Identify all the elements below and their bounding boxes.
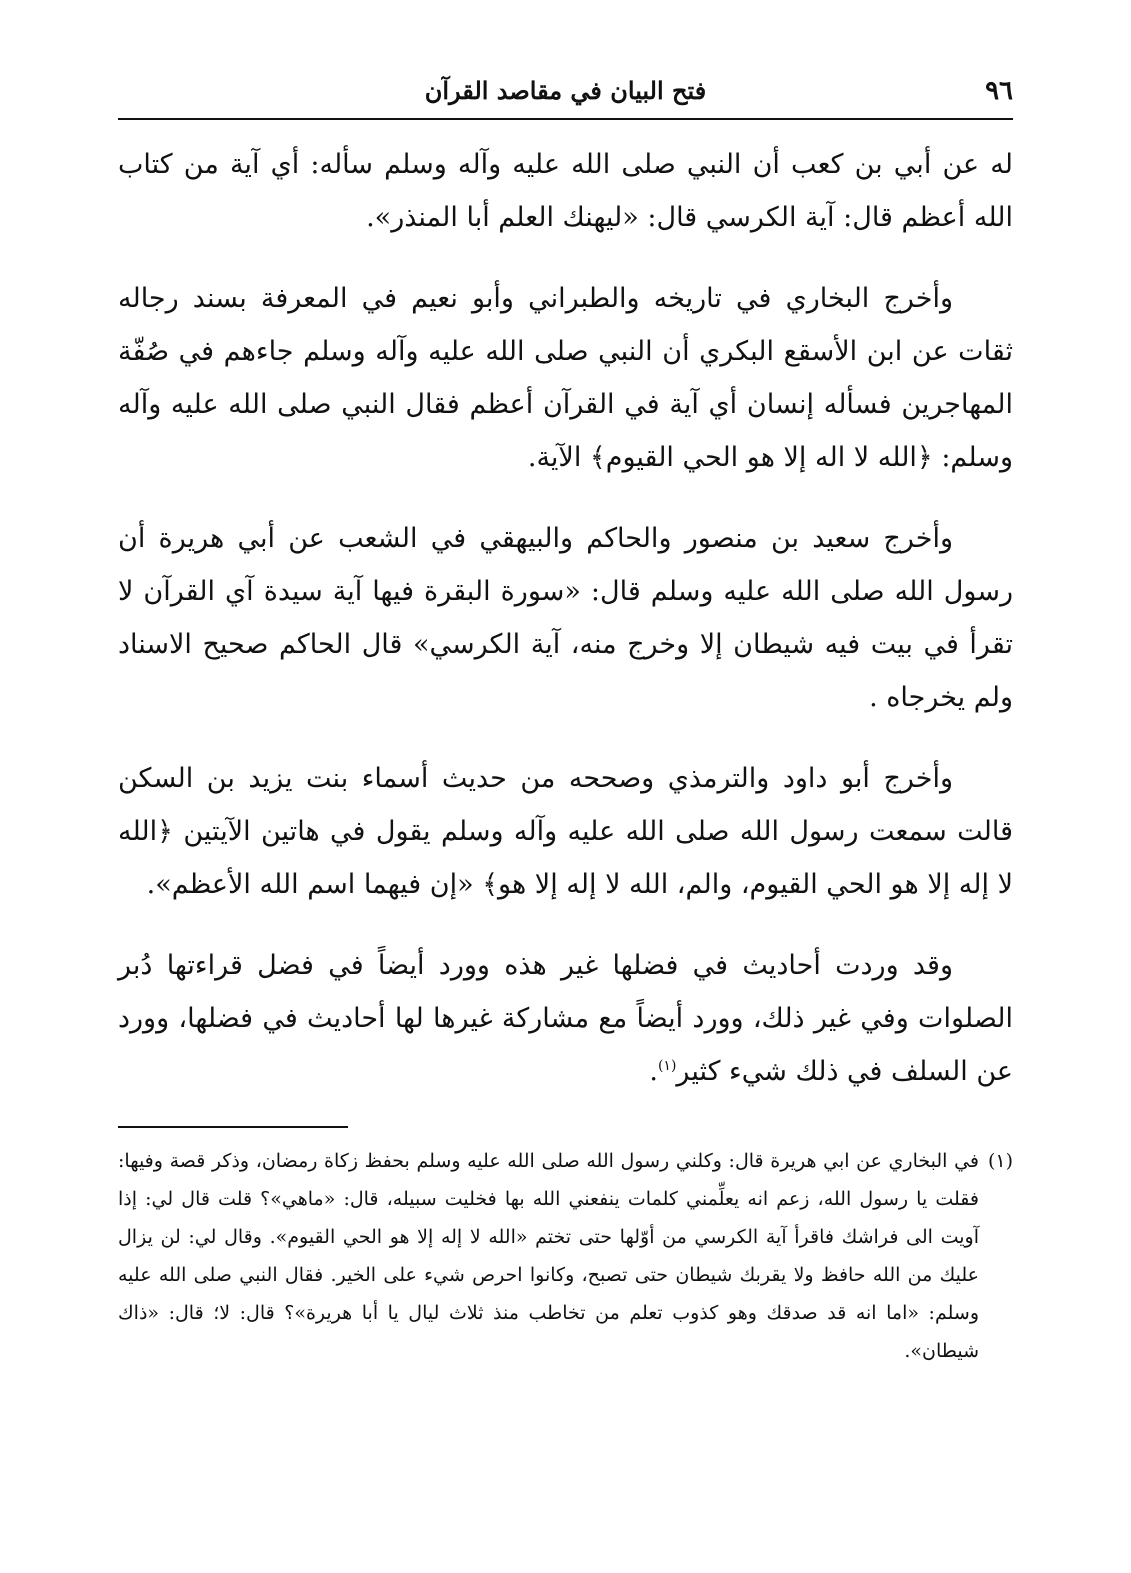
paragraph-4: وأخرج أبو داود والترمذي وصححه من حديث أسماء بنت يزيد بن السكن قالت سمعت رسول الله صلى الله عليه وآله وسلم يقول في هاتين الآيتين ﴿الله لا إله إلا هو الحي القيوم، والم، الله لا إله إلا هو﴾ «إن فيهما اسم الله الأعظم». (118, 763, 1013, 900)
footnote-divider (118, 1126, 348, 1128)
running-title: فتح البيان في مقاصد القرآن (424, 76, 707, 105)
paragraph-1: له عن أبي بن كعب أن النبي صلى الله عليه وآله وسلم سأله: أي آية من كتاب الله أعظم قال: آية الكرسي قال: «ليهنك العلم أبا المنذر». (118, 149, 1013, 233)
book-page (118, 60, 1013, 1520)
footnote-marker: (١) (987, 1150, 1013, 1172)
paragraph-5-end: . (649, 1056, 658, 1087)
page-number: ٩٦ (985, 76, 1013, 106)
footnote-text: في البخاري عن ابي هريرة قال: وكلني رسول الله صلى الله عليه وسلم بحفظ زكاة رمضان، وذكر قصة وفيها: فقلت يا رسول الله، زعم انه يعلِّمني كلمات ينفعني الله بها فخليت سبيله، قال: «ماهي»؟ قلت قال لي: إذا آويت الى فراشك فاقرأ آية الكرسي من أوّلها حتى تختم «الله لا إله إلا هو الحي القيوم». وقال لي: لن يزال عليك من الله حافظ ولا يقربك شيطان حتى تصبح، وكانوا احرص شيء على الخير. فقال النبي صلى الله عليه وسلم: «اما انه قد صدقك وهو كذوب تعلم من تخاطب منذ ثلاث ليال يا أبا هريرة»؟ قال: لا؛ قال: «ذاك شيطان». (118, 1150, 979, 1362)
footnote-reference[interactable]: (١) (657, 1058, 677, 1074)
paragraph-2: وأخرج البخاري في تاريخه والطبراني وأبو نعيم في المعرفة بسند رجاله ثقات عن ابن الأسقع البكري أن النبي صلى الله عليه وآله وسلم جاءهم في صُفّة المهاجرين فسأله إنسان أي آية في القرآن أعظم فقال النبي صلى الله عليه وآله وسلم: ﴿الله لا اله إلا هو الحي القيوم﴾ الآية. (118, 283, 1013, 473)
footnotes (118, 1142, 1013, 1370)
body-text (118, 138, 1013, 1098)
paragraph-3: وأخرج سعيد بن منصور والحاكم والبيهقي في الشعب عن أبي هريرة أن رسول الله صلى الله عليه وسلم قال: «سورة البقرة فيها آية سيدة آي القرآن لا تقرأ في بيت فيه شيطان إلا وخرج منه، آية الكرسي» قال الحاكم صحيح الاسناد ولم يخرجاه . (118, 523, 1013, 713)
paragraph-5 (118, 939, 1013, 1098)
paragraph-5-text: وقد وردت أحاديث في فضلها غير هذه وورد أيضاً في فضل قراءتها دُبر الصلوات وفي غير ذلك، وورد أيضاً مع مشاركة غيرها لها أحاديث في فضلها، وورد عن السلف في ذلك شيء كثير (118, 950, 1013, 1087)
footnote-1 (118, 1142, 1013, 1370)
page-header (118, 60, 1013, 120)
